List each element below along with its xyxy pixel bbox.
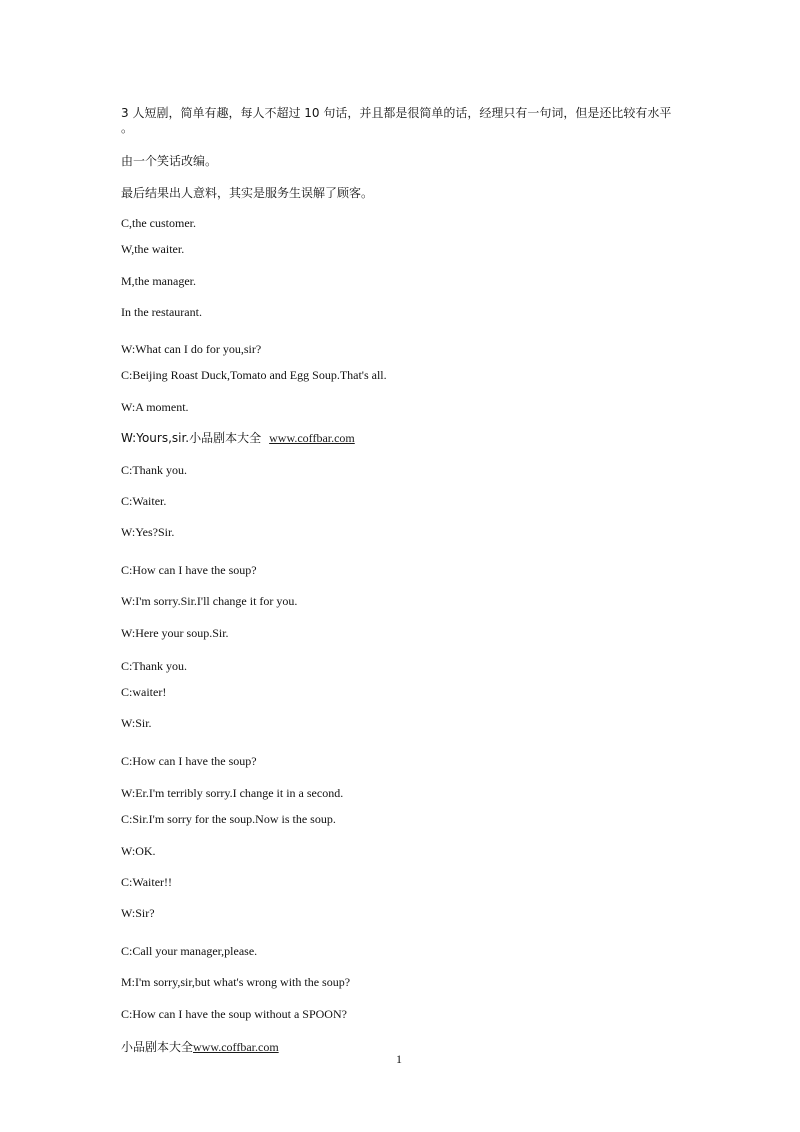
- dialogue-line: W:OK.: [121, 844, 156, 858]
- inline-website-link[interactable]: www.coffbar.com: [269, 431, 355, 445]
- footer-line: [121, 1040, 279, 1054]
- dialogue-line: W:Sir.: [121, 716, 152, 730]
- footer-text: 小品剧本大全: [121, 1040, 194, 1054]
- dialogue-line: W:Er.I'm terribly sorry.I change it in a second.: [121, 786, 344, 800]
- dialogue-line: W:Sir?: [121, 906, 155, 920]
- dialogue-line: W:I'm sorry.Sir.I'll change it for you.: [121, 594, 298, 608]
- dialogue-line: W:Yes?Sir.: [121, 525, 175, 539]
- intro-line-3: 由一个笑话改编。: [121, 154, 218, 168]
- dialogue-line: C:Waiter!!: [121, 875, 173, 889]
- dialogue-line: C:Beijing Roast Duck,Tomato and Egg Soup.That's all.: [121, 368, 387, 382]
- intro-line-1: 3 人短剧，简单有趣，每人不超过 10 句话，并且都是很简单的话，经理只有一句词，但是还比较有水平: [121, 106, 672, 120]
- dialogue-line: C:Thank you.: [121, 659, 187, 673]
- dialogue-line: C:How can I have the soup?: [121, 754, 257, 768]
- dialogue-line: M:I'm sorry,sir,but what's wrong with the soup?: [121, 975, 351, 989]
- dialogue-line: C:Sir.I'm sorry for the soup.Now is the soup.: [121, 812, 336, 826]
- intro-line-4: 最后结果出人意料，其实是服务生误解了顾客。: [121, 186, 374, 200]
- role-waiter: W,the waiter.: [121, 242, 185, 256]
- dialogue-line: C:Call your manager,please.: [121, 944, 258, 958]
- dialogue-line: W:A moment.: [121, 400, 189, 414]
- dialogue-line: C:How can I have the soup?: [121, 563, 257, 577]
- role-customer: C,the customer.: [121, 216, 196, 230]
- role-manager: M,the manager.: [121, 274, 196, 288]
- intro-line-2: 。: [121, 121, 134, 135]
- dialogue-line-with-link: [121, 431, 355, 445]
- setting-line: In the restaurant.: [121, 305, 202, 319]
- footer-website-link[interactable]: www.coffbar.com: [193, 1040, 279, 1054]
- dialogue-line: W:What can I do for you,sir?: [121, 342, 262, 356]
- dialogue-line: C:waiter!: [121, 685, 167, 699]
- dialogue-line: W:Here your soup.Sir.: [121, 626, 229, 640]
- dialogue-line: C:Waiter.: [121, 494, 167, 508]
- dialogue-line: C:Thank you.: [121, 463, 187, 477]
- dialogue-line: W:Yours,sir.小品剧本大全: [121, 431, 262, 445]
- page-number: 1: [396, 1052, 402, 1066]
- dialogue-line: C:How can I have the soup without a SPOON?: [121, 1007, 347, 1021]
